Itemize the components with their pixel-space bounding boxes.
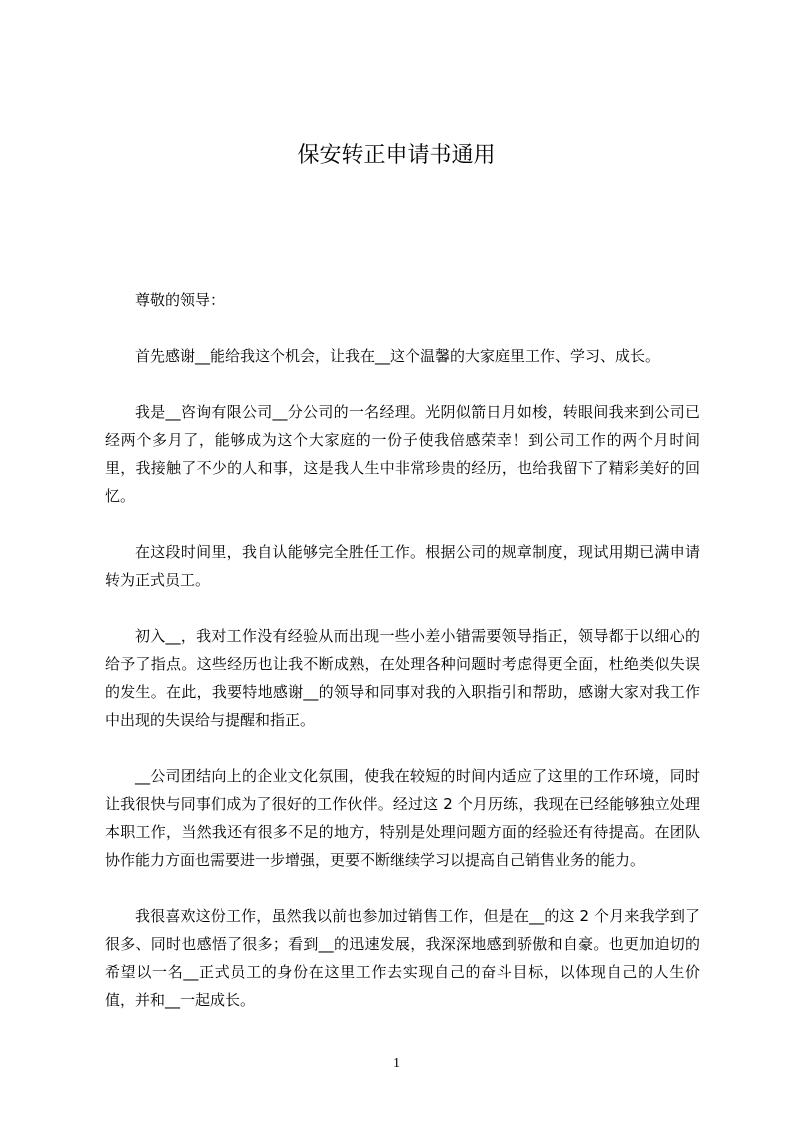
paragraph-aspiration: 我很喜欢这份工作，虽然我以前也参加过销售工作，但是在__的这 2 个月来我学到了很多、同时也感悟了很多；看到__的迅速发展，我深深地感到骄傲和自豪。也更加迫切的希望以一名__正式员工的身份在这里工作去实现自己的奋斗目标，以体现自己的人生价值，并和__一起成长。 bbox=[105, 907, 700, 1009]
paragraph-thanks: 首先感谢__能给我这个机会，让我在__这个温馨的大家庭里工作、学习、成长。 bbox=[135, 347, 661, 365]
page-number: 1 bbox=[393, 1056, 400, 1071]
paragraph-culture: __公司团结向上的企业文化氛围，使我在较短的时间内适应了这里的工作环境，同时让我很快与同事们成为了很好的工作伙伴。经过这 2 个月历练，我现在已经能够独立处理本职工作，当然我还有很多不足的地方，特别是处理问题方面的经验还有待提高。在团队协作能力方面也需要进一步增强，更要不断继续学习以提高自己销售业务的能力。 bbox=[105, 767, 700, 869]
paragraph-introduction: 我是__咨询有限公司__分公司的一名经理。光阴似箭日月如梭，转眼间我来到公司已经两个多月了，能够成为这个大家庭的一份子使我倍感荣幸！到公司工作的两个月时间里，我接触了不少的人和事，这是我人生中非常珍贵的经历，也给我留下了精彩美好的回忆。 bbox=[105, 403, 700, 505]
document-title: 保安转正申请书通用 bbox=[297, 143, 496, 168]
paragraph-experience: 初入__，我对工作没有经验从而出现一些小差小错需要领导指正，领导都于以细心的给予了指点。这些经历也让我不断成熟，在处理各种问题时考虑得更全面，杜绝类似失误的发生。在此，我要特地感谢__的领导和同事对我的入职指引和帮助，感谢大家对我工作中出现的失误给与提醒和指正。 bbox=[105, 627, 700, 729]
paragraph-request: 在这段时间里，我自认能够完全胜任工作。根据公司的规章制度，现试用期已满申请转为正式员工。 bbox=[105, 543, 700, 589]
document-body bbox=[105, 286, 700, 1042]
salutation: 尊敬的领导： bbox=[135, 291, 226, 309]
